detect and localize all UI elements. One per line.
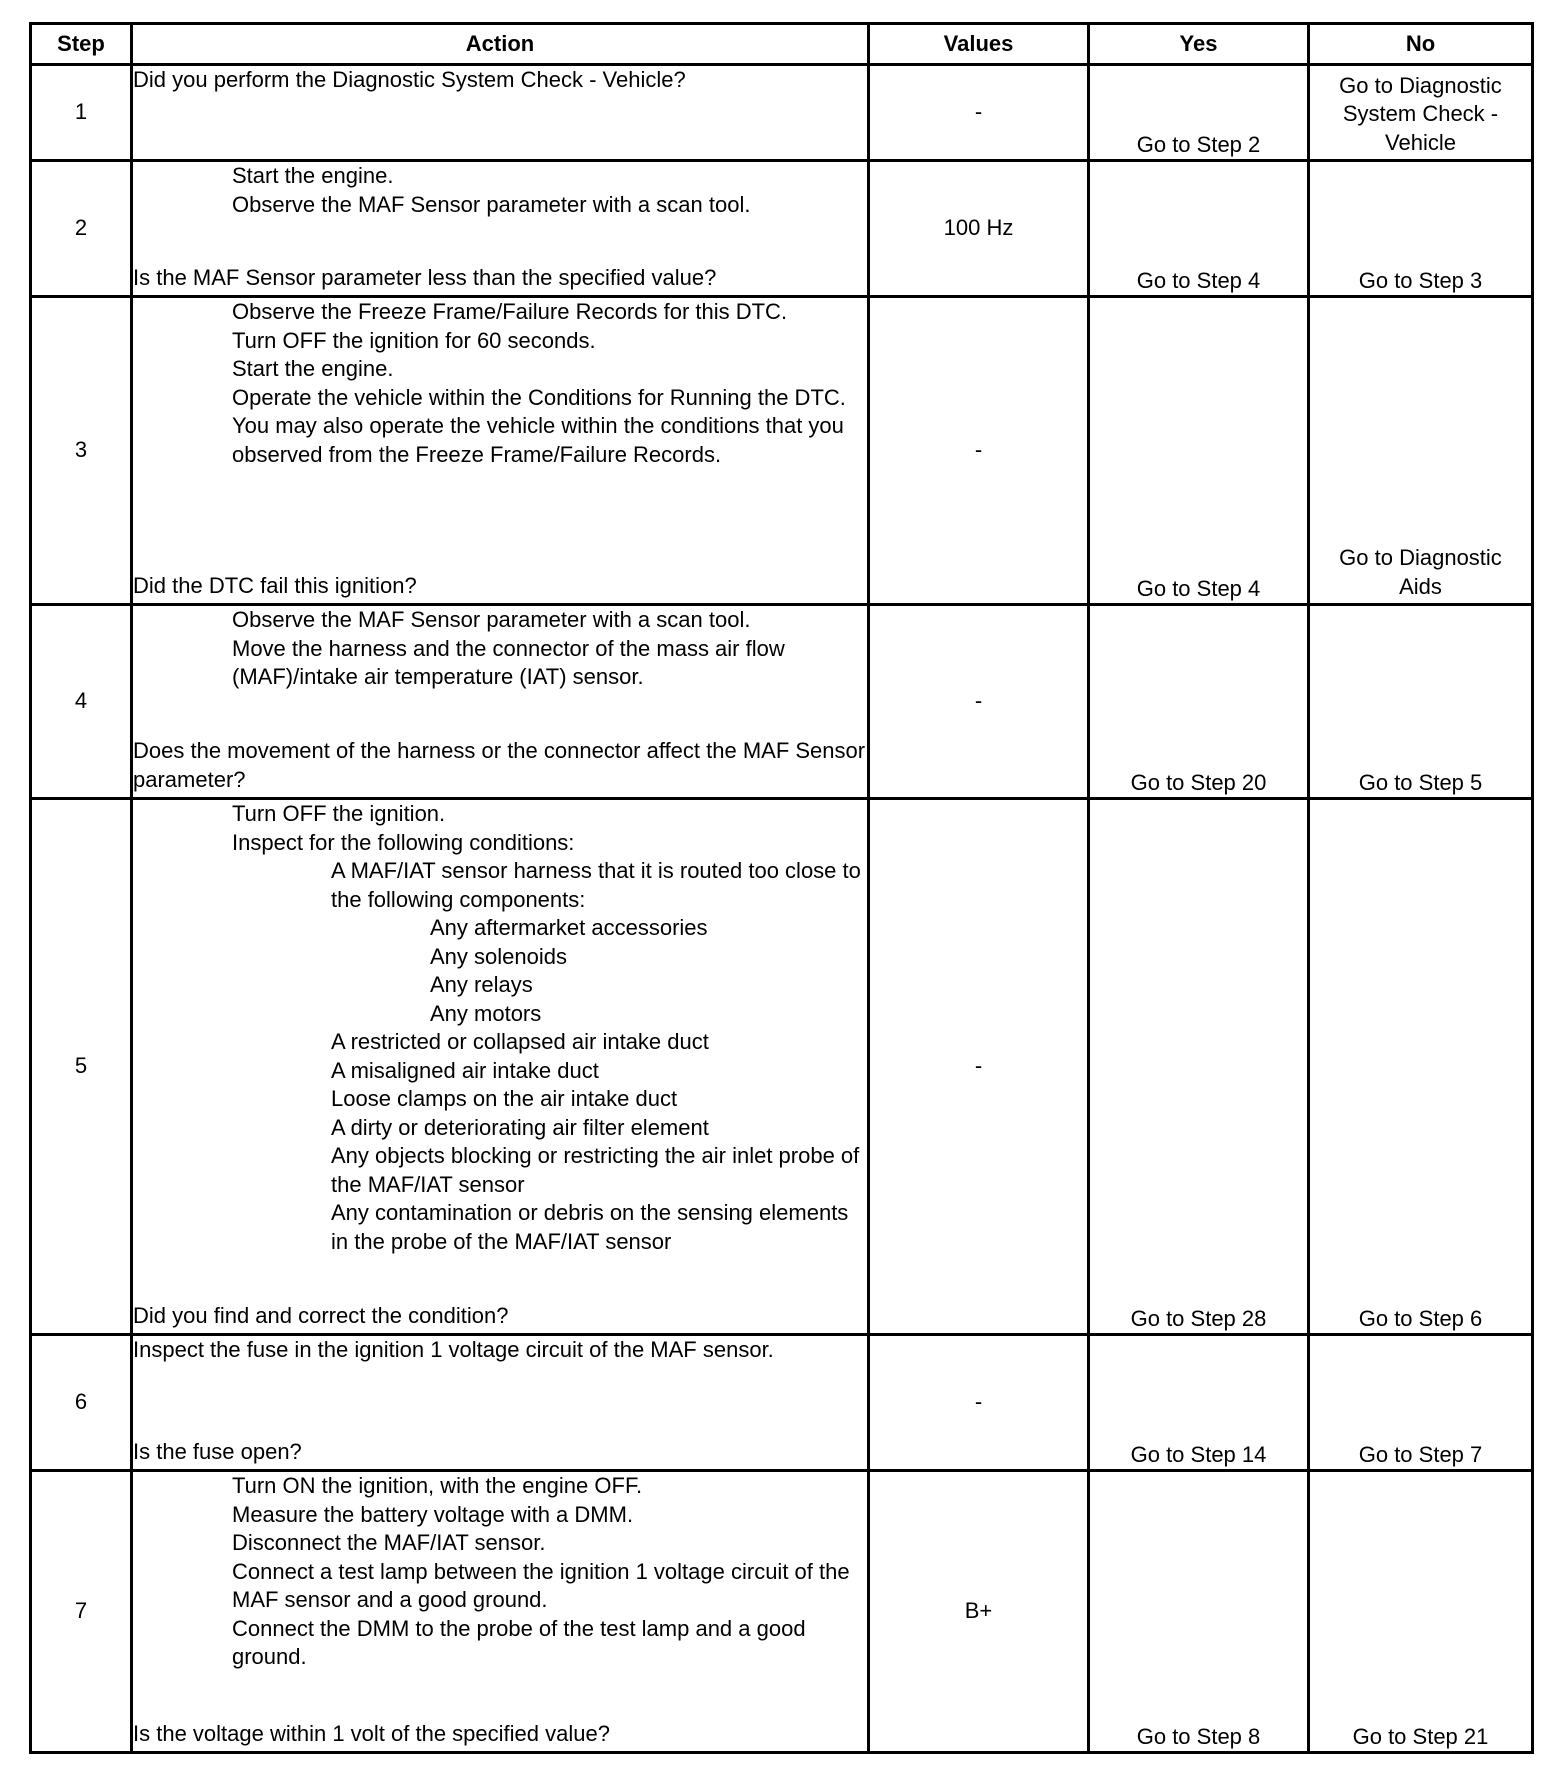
value-cell: 100 Hz: [869, 161, 1089, 297]
action-instruction-line: Turn ON the ignition, with the engine OFF.: [232, 1473, 643, 1498]
action-question: Is the MAF Sensor parameter less than the specified value?: [133, 264, 717, 290]
action-cell: [132, 605, 869, 799]
step-number: 3: [31, 297, 132, 605]
value-cell: -: [869, 1335, 1089, 1471]
action-cell: [132, 1471, 869, 1753]
action-cell: [132, 1335, 869, 1471]
action-instruction-line: Inspect for the following conditions:: [232, 829, 575, 855]
value-cell: -: [869, 799, 1089, 1335]
action-instruction-line: Any aftermarket accessories: [430, 915, 708, 940]
header-no: No: [1309, 24, 1533, 65]
action-instruction-line: Any relays: [430, 972, 533, 997]
table-row: [31, 1471, 1533, 1753]
yes-action-cell: Go to Step 14: [1089, 1335, 1309, 1471]
action-question: Does the movement of the harness or the connector affect the MAF Sensor parameter?: [133, 738, 866, 792]
action-cell: [132, 161, 869, 297]
yes-action-cell: Go to Step 4: [1089, 161, 1309, 297]
action-instruction-line: Inspect the fuse in the ignition 1 voltage circuit of the MAF sensor.: [133, 1337, 774, 1362]
action-instruction-line: Loose clamps on the air intake duct: [331, 1086, 678, 1111]
action-instruction-line: A misaligned air intake duct: [331, 1057, 599, 1083]
action-instructions: [133, 800, 867, 1256]
action-instruction-line: A restricted or collapsed air intake duct: [331, 1029, 709, 1054]
action-instruction-line: A MAF/IAT sensor harness that it is routed too close to the following components:: [331, 858, 861, 912]
action-instruction-line: Disconnect the MAF/IAT sensor.: [232, 1530, 546, 1555]
action-instruction-line: Observe the MAF Sensor parameter with a scan tool.: [232, 191, 751, 217]
no-action-cell: Go to Step 3: [1309, 161, 1533, 297]
action-instruction-line: Operate the vehicle within the Conditions for Running the DTC. You may also operate the vehicle within the conditions that you observed from the Freeze Frame/Failure Records.: [232, 384, 846, 467]
table-row: [31, 799, 1533, 1335]
yes-action-cell: Go to Step 20: [1089, 605, 1309, 799]
value-cell: -: [869, 297, 1089, 605]
action-instruction-line: Start the engine.: [232, 163, 394, 188]
step-number: 2: [31, 161, 132, 297]
table-row: [31, 65, 1533, 161]
step-number: 5: [31, 799, 132, 1335]
table-row: [31, 161, 1533, 297]
action-question: Did the DTC fail this ignition?: [133, 572, 417, 598]
action-question: Did you find and correct the condition?: [133, 1302, 509, 1328]
step-number: 7: [31, 1471, 132, 1753]
action-cell: [132, 65, 869, 161]
action-cell: [132, 799, 869, 1335]
action-instruction-line: Turn OFF the ignition for 60 seconds.: [232, 327, 596, 353]
no-action-cell: Go to Diagnostic Aids: [1309, 297, 1533, 605]
action-instruction-line: Any contamination or debris on the sensing elements in the probe of the MAF/IAT sensor: [331, 1200, 849, 1254]
yes-action-cell: Go to Step 8: [1089, 1471, 1309, 1753]
header-yes: Yes: [1089, 24, 1309, 65]
action-instruction-line: Move the harness and the connector of the mass air flow (MAF)/intake air temperature (IAT) sensor.: [232, 635, 785, 689]
value-cell: -: [869, 605, 1089, 799]
action-instructions: [133, 298, 867, 469]
no-action-cell: Go to Step 7: [1309, 1335, 1533, 1471]
action-cell: [132, 297, 869, 605]
yes-action-cell: Go to Step 28: [1089, 799, 1309, 1335]
action-instruction-line: Connect a test lamp between the ignition 1 voltage circuit of the MAF sensor and a good ground.: [232, 1558, 850, 1612]
action-instructions: [133, 1336, 867, 1365]
no-action-cell: Go to Step 6: [1309, 799, 1533, 1335]
action-instruction-line: Start the engine.: [232, 356, 394, 381]
action-instruction-line: Observe the Freeze Frame/Failure Records for this DTC.: [232, 299, 788, 324]
action-instruction-line: Any motors: [430, 1000, 542, 1026]
step-number: 4: [31, 605, 132, 799]
action-instruction-line: Any solenoids: [430, 943, 567, 969]
header-action: Action: [132, 24, 869, 65]
action-instruction-line: A dirty or deteriorating air filter element: [331, 1114, 709, 1140]
no-action-cell: Go to Diagnostic System Check - Vehicle: [1309, 65, 1533, 161]
action-question: Is the voltage within 1 volt of the specified value?: [133, 1720, 610, 1746]
no-action-cell: Go to Step 5: [1309, 605, 1533, 799]
header-step: Step: [31, 24, 132, 65]
header-row: [31, 24, 1533, 65]
action-instruction-line: Connect the DMM to the probe of the test lamp and a good ground.: [232, 1615, 806, 1669]
action-question: Did you perform the Diagnostic System Check - Vehicle?: [133, 67, 686, 92]
header-values: Values: [869, 24, 1089, 65]
no-action-cell: Go to Step 21: [1309, 1471, 1533, 1753]
diagnostic-table: [29, 22, 1534, 1754]
step-number: 6: [31, 1335, 132, 1471]
value-cell: B+: [869, 1471, 1089, 1753]
action-instructions: [133, 66, 867, 95]
table-row: [31, 605, 1533, 799]
action-instruction-line: Measure the battery voltage with a DMM.: [232, 1501, 634, 1527]
action-instruction-line: Observe the MAF Sensor parameter with a scan tool.: [232, 607, 751, 632]
step-number: 1: [31, 65, 132, 161]
table-row: [31, 297, 1533, 605]
action-instructions: [133, 162, 867, 219]
action-instructions: [133, 606, 867, 692]
yes-action-cell: Go to Step 2: [1089, 65, 1309, 161]
action-instructions: [133, 1472, 867, 1672]
yes-action-cell: Go to Step 4: [1089, 297, 1309, 605]
action-instruction-line: Any objects blocking or restricting the air inlet probe of the MAF/IAT sensor: [331, 1143, 860, 1197]
value-cell: -: [869, 65, 1089, 161]
table-row: [31, 1335, 1533, 1471]
action-instruction-line: Turn OFF the ignition.: [232, 801, 446, 826]
action-question: Is the fuse open?: [133, 1438, 302, 1464]
